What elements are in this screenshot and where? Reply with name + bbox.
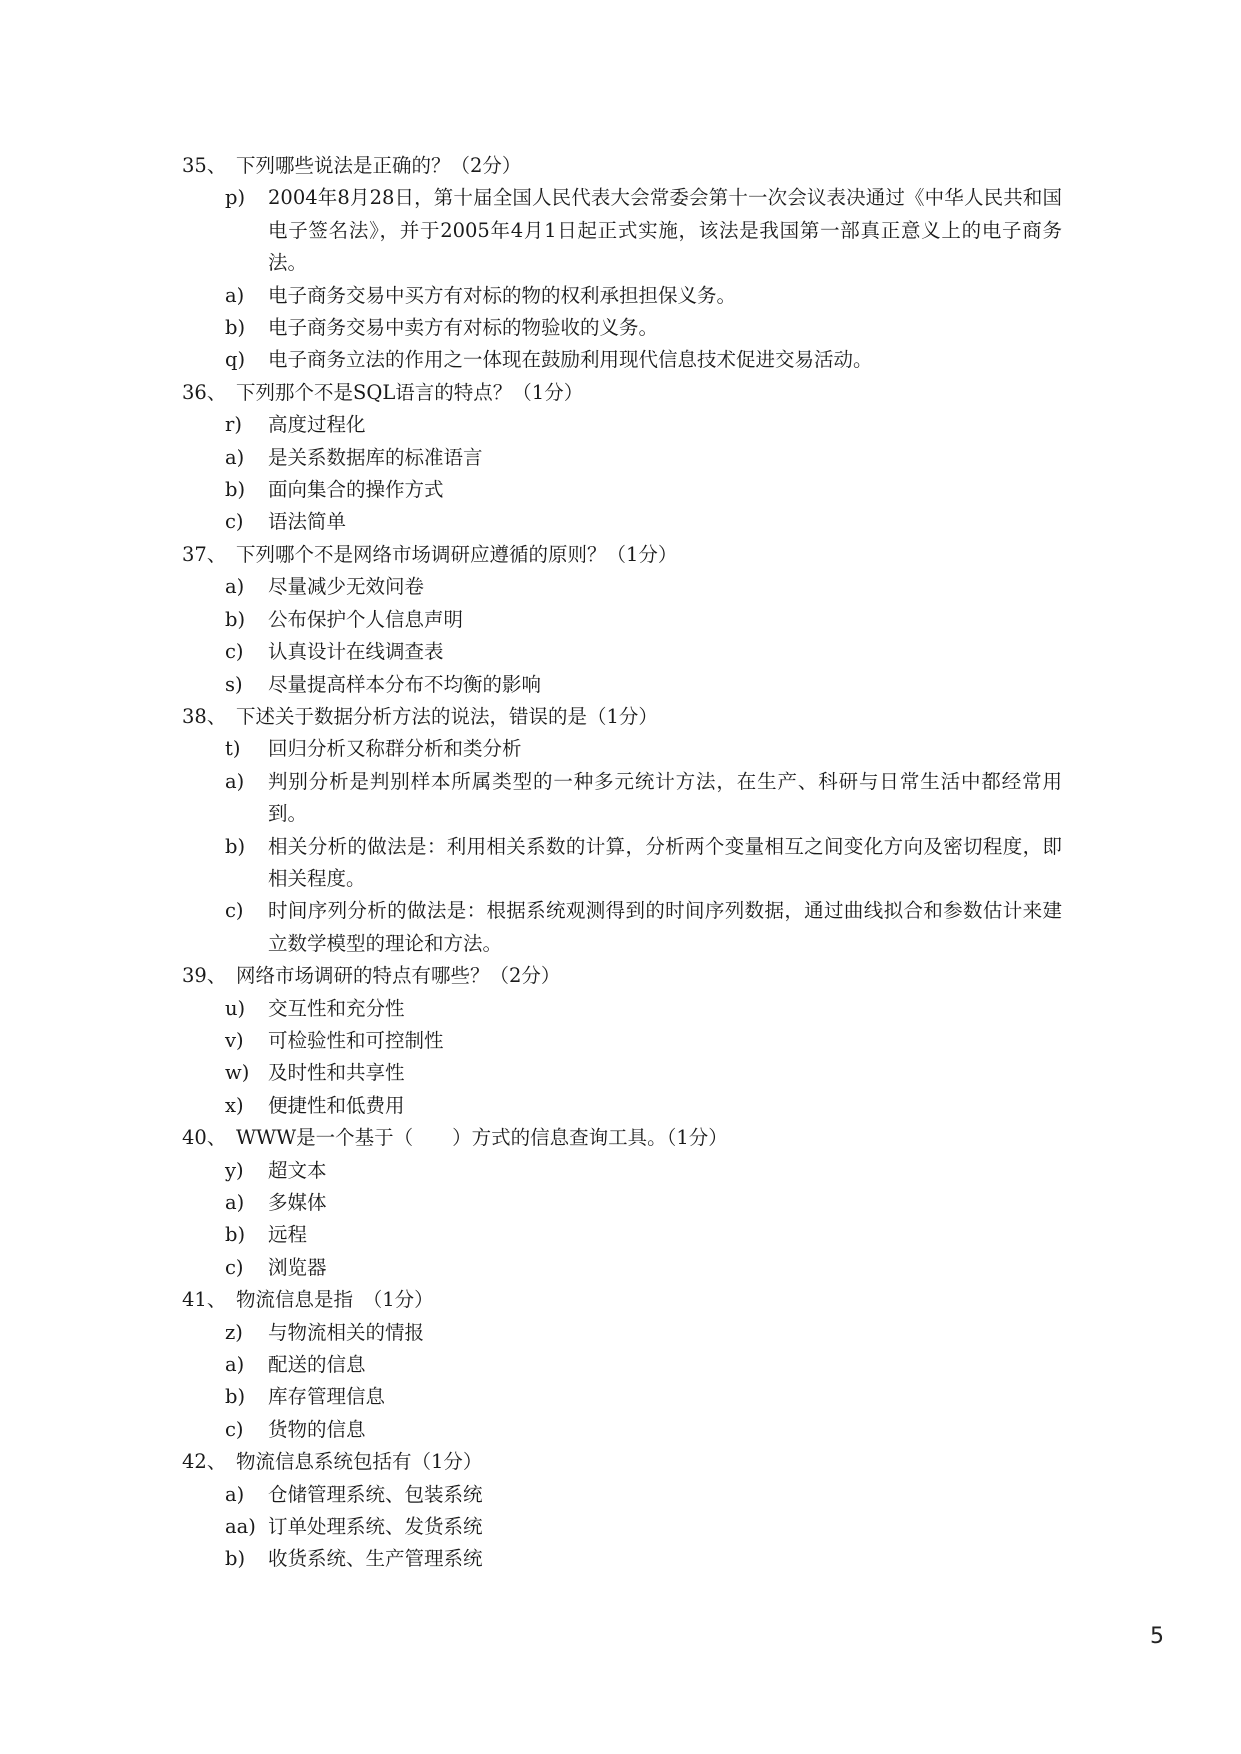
option-label: b) [225,1385,246,1409]
option-label: b) [225,316,246,340]
option-text: 面向集合的操作方式 [268,478,444,502]
answer-option [225,1155,1062,1187]
option-label: q) [225,348,246,372]
option-label: a) [225,1191,245,1214]
option-text: 公布保护个人信息声明 [268,607,464,631]
question-text: 物流信息系统包括有（1分） [236,1450,483,1474]
option-text: 电子商务立法的作用之一体现在鼓励利用现代信息技术促进交易活动。 [268,348,873,372]
option-label: b) [225,1547,246,1571]
option-text: 仓储管理系统、包装系统 [268,1482,483,1506]
question-number: 39、 [182,964,227,988]
question-item [182,701,1062,960]
option-label: s) [225,672,243,696]
answer-option [225,474,1062,506]
answer-option [225,669,1062,701]
answer-option [225,409,1062,441]
answer-option [225,571,1062,603]
option-label: p) [225,186,246,210]
question-line [182,1122,1062,1154]
option-label: c) [225,1255,244,1279]
option-text: 尽量提高样本分布不均衡的影响 [268,672,542,696]
answer-option [225,604,1062,636]
answer-option [225,1090,1062,1122]
option-label: c) [225,510,244,534]
option-text: 远程 [268,1223,308,1247]
question-text: 下述关于数据分析方法的说法，错误的是（1分） [236,704,658,728]
answer-option [225,1219,1062,1251]
question-line [182,150,1062,182]
option-text: 电子商务交易中买方有对标的物的权利承担担保义务。 [268,283,737,307]
option-text: 收货系统、生产管理系统 [268,1547,483,1571]
answer-option [225,506,1062,538]
answer-option [225,1511,1062,1543]
question-number: 40、 [182,1126,227,1150]
option-label: v) [225,1028,244,1052]
question-line [182,1284,1062,1316]
question-item [182,539,1062,701]
option-text: 是关系数据库的标准语言 [268,445,483,469]
question-text: 下列哪些说法是正确的？（2分） [236,154,522,177]
question-number: 41、 [182,1288,227,1312]
option-label: b) [225,1223,246,1247]
question-line [182,701,1062,733]
option-text: 电子商务交易中卖方有对标的物验收的义务。 [268,316,659,340]
option-text: 库存管理信息 [268,1385,386,1409]
question-line [182,539,1062,571]
option-text: 判别分析是判别样本所属类型的一种多元统计方法，在生产、科研与日常生活中都经常用到。 [268,769,1062,826]
question-text: 网络市场调研的特点有哪些？（2分） [236,964,561,988]
question-item [182,1446,1062,1576]
answer-option [225,344,1062,376]
answer-option [225,280,1062,312]
answer-option [225,442,1062,474]
question-item [182,377,1062,539]
question-list [182,150,1062,1576]
option-label: z) [225,1320,243,1344]
question-number: 35、 [182,154,227,177]
option-label: a) [225,1482,245,1506]
option-label: aa) [225,1515,256,1539]
option-label: r) [225,413,242,437]
question-item [182,150,1062,377]
question-number: 36、 [182,380,227,404]
question-line [182,1446,1062,1478]
answer-option [225,1381,1062,1413]
option-label: a) [225,283,245,307]
answer-option [225,182,1062,279]
option-label: b) [225,834,246,858]
answer-option [225,766,1062,831]
question-text: 下列那个不是SQL语言的特点？（1分） [236,380,584,404]
answer-option [225,636,1062,668]
answer-option [225,831,1062,896]
question-item [182,1122,1062,1284]
option-label: c) [225,640,244,664]
option-text: 时间序列分析的做法是：根据系统观测得到的时间序列数据，通过曲线拟合和参数估计来建立数学模型的理论和方法。 [268,899,1062,955]
answer-option [225,1025,1062,1057]
option-text: 高度过程化 [268,413,366,437]
option-text: 订单处理系统、发货系统 [268,1515,483,1539]
option-text: 回归分析又称群分析和类分析 [268,737,522,761]
option-label: a) [225,769,245,793]
option-text: 交互性和充分性 [268,996,405,1020]
question-line [182,377,1062,409]
question-number: 37、 [182,542,227,566]
answer-option [225,733,1062,765]
option-text: 及时性和共享性 [268,1061,405,1085]
option-label: b) [225,607,246,631]
question-number: 42、 [182,1450,227,1474]
option-text: 相关分析的做法是：利用相关系数的计算，分析两个变量相互之间变化方向及密切程度，即相关程度。 [268,834,1062,890]
option-text: 便捷性和低费用 [268,1093,405,1117]
option-text: 2004年8月28日，第十届全国人民代表大会常委会第十一次会议表决通过《中华人民共和国电子签名法》，并于2005年4月1日起正式实施，该法是我国第一部真正意义上的电子商务法。 [268,186,1062,275]
answer-option [225,895,1062,960]
option-label: y) [225,1158,244,1182]
option-text: 超文本 [268,1158,327,1182]
answer-option [225,1057,1062,1089]
option-label: u) [225,996,246,1020]
option-text: 多媒体 [268,1191,327,1214]
answer-option [225,1349,1062,1381]
question-text: WWW是一个基于（ ）方式的信息查询工具。（1分） [236,1126,728,1150]
answer-option [225,1317,1062,1349]
option-text: 认真设计在线调查表 [268,640,444,664]
option-label: c) [225,1417,244,1441]
question-text: 下列哪个不是网络市场调研应遵循的原则？（1分） [236,542,678,566]
option-label: t) [225,737,241,761]
page-number: 5 [1150,1624,1164,1649]
question-item [182,960,1062,1122]
option-label: x) [225,1093,244,1117]
option-label: a) [225,575,245,599]
option-text: 货物的信息 [268,1417,366,1441]
question-item [182,1284,1062,1446]
question-line [182,960,1062,992]
option-label: a) [225,1353,245,1377]
option-text: 语法简单 [268,510,347,534]
question-text: 物流信息是指 （1分） [236,1288,434,1312]
option-label: w) [225,1061,250,1085]
option-text: 可检验性和可控制性 [268,1028,444,1052]
answer-option [225,993,1062,1025]
option-label: b) [225,478,246,502]
option-label: a) [225,445,245,469]
answer-option [225,1414,1062,1446]
answer-option [225,1479,1062,1511]
answer-option [225,1252,1062,1284]
question-number: 38、 [182,704,227,728]
answer-option [225,312,1062,344]
answer-option [225,1187,1062,1219]
option-text: 与物流相关的情报 [268,1320,425,1344]
option-label: c) [225,899,244,923]
option-text: 尽量减少无效问卷 [268,575,425,599]
option-text: 配送的信息 [268,1353,366,1377]
option-text: 浏览器 [268,1255,327,1279]
answer-option [225,1543,1062,1575]
